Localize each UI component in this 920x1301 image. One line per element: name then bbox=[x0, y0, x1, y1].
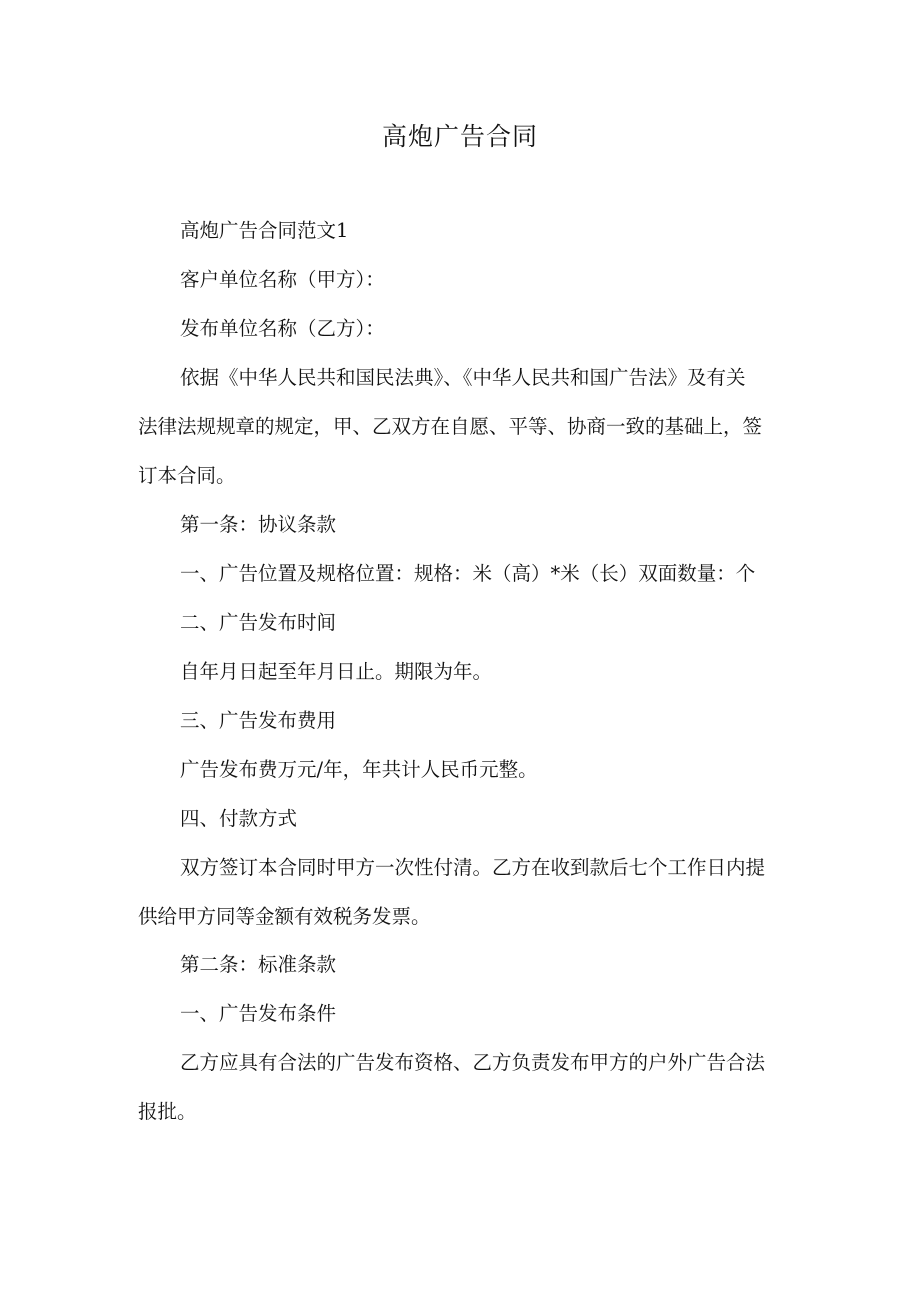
clause-publish-time-text: 自年月日起至年月日止。期限为年。 bbox=[180, 660, 493, 683]
sample-heading: 高炮广告合同范文1 bbox=[180, 219, 349, 242]
document-title: 高炮广告合同 bbox=[381, 122, 538, 151]
clause-conditions-line-1: 乙方应具有合法的广告发布资格、乙方负责发布甲方的户外广告合法 bbox=[180, 1051, 766, 1074]
preamble-line-1: 依据《中华人民共和国民法典》、《中华人民共和国广告法》及有关 bbox=[180, 366, 746, 389]
preamble-line-2: 法律法规规章的规定，甲、乙双方在自愿、平等、协商一致的基础上，签 bbox=[138, 415, 763, 438]
clause-payment-line-1: 双方签订本合同时甲方一次性付清。乙方在收到款后七个工作日内提 bbox=[180, 856, 766, 879]
clause-payment-heading: 四、付款方式 bbox=[180, 807, 298, 830]
party-a-field: 客户单位名称（甲方）： bbox=[180, 268, 385, 291]
clause-payment-line-2: 供给甲方同等金额有效税务发票。 bbox=[138, 905, 431, 928]
article-1-heading: 第一条：协议条款 bbox=[180, 513, 337, 536]
clause-conditions-line-2: 报批。 bbox=[138, 1100, 197, 1123]
party-b-field: 发布单位名称（乙方）： bbox=[180, 317, 385, 340]
clause-fee-text: 广告发布费万元/年，年共计人民币元整。 bbox=[180, 758, 538, 781]
clause-conditions-heading: 一、广告发布条件 bbox=[180, 1002, 337, 1025]
clause-fee-heading: 三、广告发布费用 bbox=[180, 709, 337, 732]
clause-location-spec: 一、广告位置及规格位置：规格：米（高）*米（长）双面数量：个 bbox=[180, 562, 756, 585]
article-2-heading: 第二条：标准条款 bbox=[180, 953, 337, 976]
clause-publish-time-heading: 二、广告发布时间 bbox=[180, 611, 337, 634]
preamble-line-3: 订本合同。 bbox=[138, 464, 236, 487]
